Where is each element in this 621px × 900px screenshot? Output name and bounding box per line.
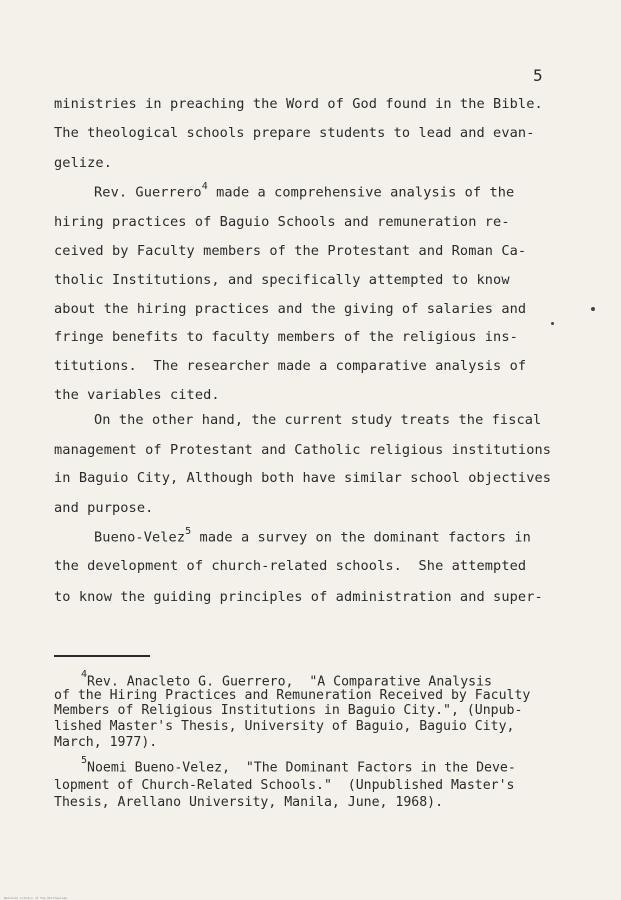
body-line: The theological schools prepare students to lead and evan- (54, 125, 535, 141)
body-line (94, 528, 531, 546)
footnote-line: Members of Religious Institutions in Baguio City.", (Unpub- (54, 703, 523, 718)
body-line: fringe benefits to faculty members of the religious ins- (54, 329, 518, 345)
footnote-separator (54, 655, 150, 657)
author-name: Bueno-Velez (94, 529, 186, 546)
footnote-marker: 4 (81, 669, 88, 680)
page-number: 5 (533, 66, 543, 85)
footnote-line: March, 1977). (54, 735, 158, 750)
author-name: Rev. Guerrero (94, 184, 202, 201)
footnote-line: lished Master's Thesis, University of Baguio, Baguio City, (54, 719, 515, 734)
ink-speck (551, 322, 554, 325)
footnote-marker: 5 (81, 755, 88, 766)
body-line: On the other hand, the current study treats the fiscal (94, 412, 542, 428)
footnote-line: lopment of Church-Related Schools." (Unpublished Master's (54, 778, 515, 793)
footnote-ref: 5 (185, 526, 192, 537)
body-line: in Baguio City, Although both have similar school objectives (54, 470, 552, 486)
body-text: made a survey on the dominant factors in (191, 529, 531, 546)
body-line: gelize. (54, 155, 112, 171)
body-line: ceived by Faculty members of the Protestant and Roman Ca- (54, 243, 527, 259)
body-line: and purpose. (54, 500, 154, 516)
body-line: titutions. The researcher made a comparative analysis of (54, 358, 527, 374)
body-line: the development of church-related schools. She attempted (54, 558, 527, 574)
body-line: management of Protestant and Catholic religious institutions (54, 442, 552, 458)
body-line: hiring practices of Baguio Schools and remuneration re- (54, 214, 510, 230)
ink-speck (591, 307, 595, 311)
scan-footer: National Library of the Philippines (4, 896, 68, 900)
body-line (94, 183, 514, 201)
footnote-line: $^5$Noemi Bueno-Velez, "The Dominant Factors in the Deve- (81, 755, 516, 776)
footnote-line: of the Hiring Practices and Remuneration Received by Faculty (54, 688, 531, 703)
footnote-line: $^4$Rev. Anacleto G. Guerrero, "A Comparative Analysis (81, 669, 492, 690)
body-line: tholic Institutions, and specifically attempted to know (54, 272, 510, 288)
footnote-ref: 4 (201, 181, 208, 192)
body-text: made a comprehensive analysis of the (207, 184, 515, 201)
body-line: ministries in preaching the Word of God found in the Bible. (54, 96, 543, 112)
body-line: about the hiring practices and the giving of salaries and (54, 301, 527, 317)
footnote-line: Thesis, Arellano University, Manila, June, 1968). (54, 795, 444, 810)
body-line: the variables cited. (54, 387, 220, 403)
body-line: to know the guiding principles of administration and super- (54, 589, 543, 605)
